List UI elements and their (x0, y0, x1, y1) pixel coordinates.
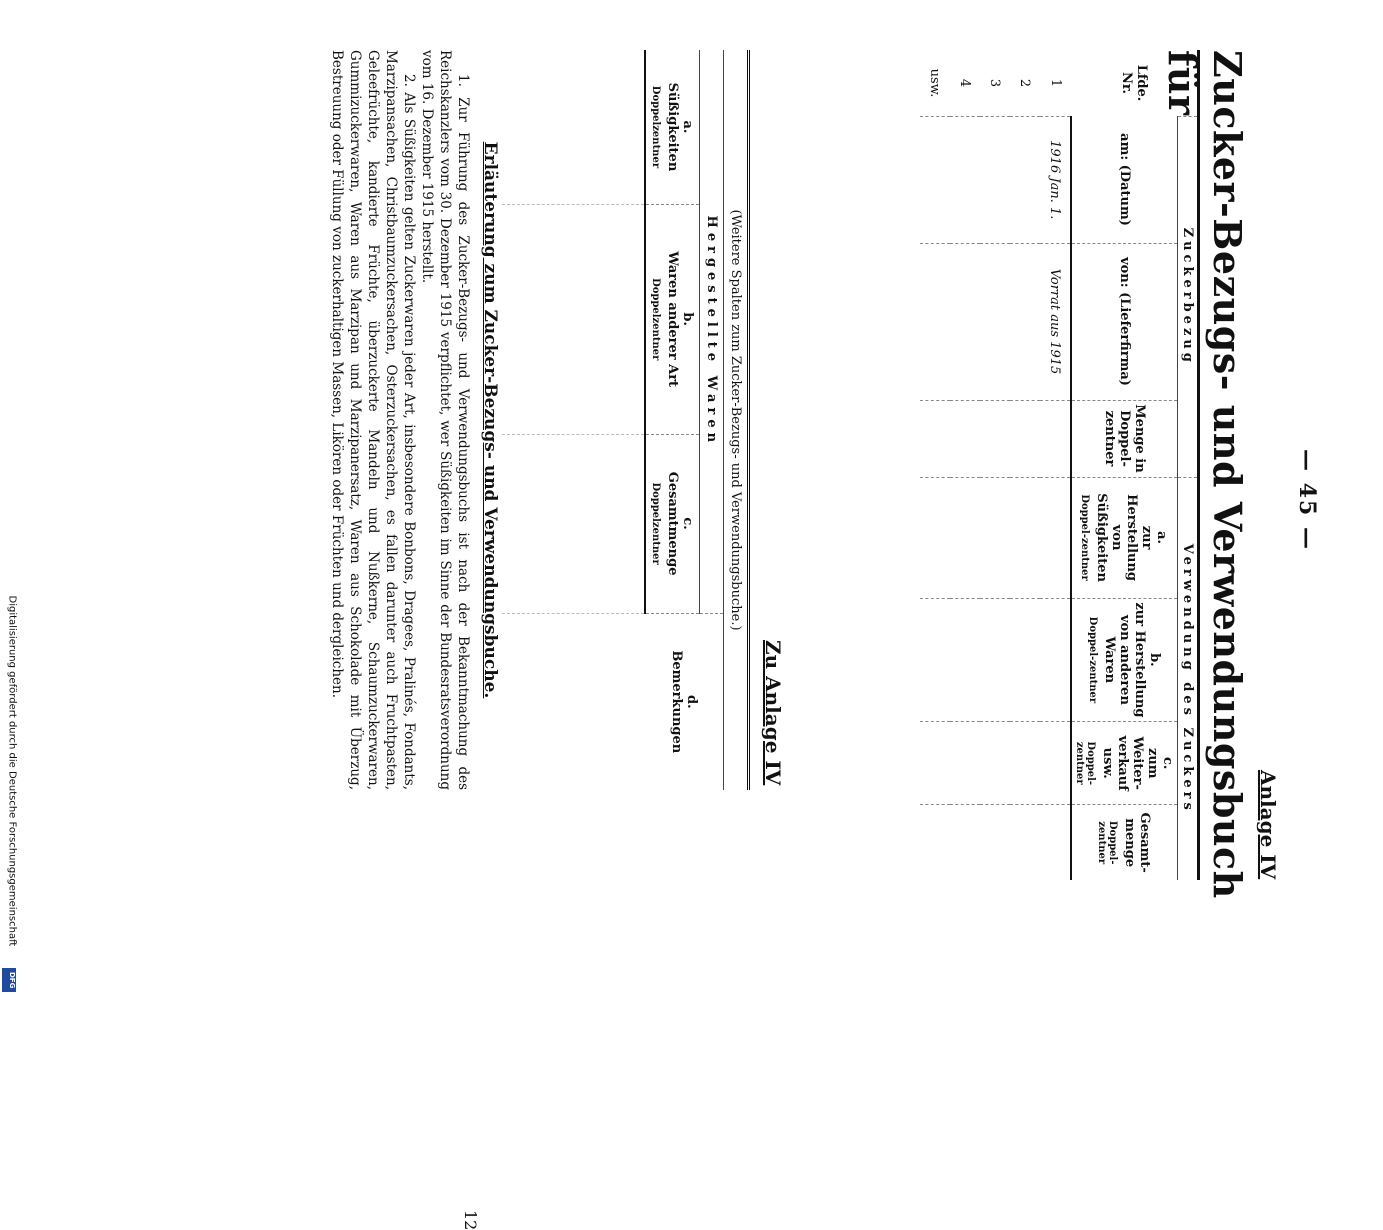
col-von: von: (Lieferfirma) (1071, 243, 1178, 400)
rotated-content (180, 50, 1320, 1230)
col-am: am: (Datum) (1071, 117, 1178, 244)
waren-table (502, 50, 750, 790)
col-menge: Menge in Doppel-zentner (1071, 400, 1178, 477)
table-row: 1 1916 Jan. 1. Vorrat aus 1915 (1040, 50, 1071, 880)
col-a: a. zur Herstellung von Süßigkeiten Doppel-zentner (1071, 477, 1178, 598)
col-d: d. Bemerkungen (645, 613, 724, 790)
page-title: Zucker-Bezugs- und Verwendungsbuch für (1160, 50, 1250, 899)
col-c: c. zum Weiter-verkauf usw. Doppel-zentner (1071, 722, 1178, 805)
zucker-table (920, 50, 1200, 880)
explanation-paragraph: 2. Als Süßigkeiten gelten Zuckerwaren jeder Art, insbesondere Bonbons, Dragees, Pralinés, Fondants, Marzipansachen, Christbaumzuckersachen, Osterzuckersachen, es fallen darunter auch Fruchtpasten, Geleefrüchte, kandierte Früchte, überzuckerte Mandeln und Nußkerne, Schaumzuckerwaren, Gummizuckerwaren, Waren aus Marzipan und Marzipanersatz, Waren aus Schokolade mit Überzug, Bestreuung oder Füllung von zuckerhaltigen Massen, Likören oder Früchten und dergleichen. (329, 50, 417, 790)
table2-subtitle: (Weitere Spalten zum Zucker-Bezugs- und Verwendungsbuche.) (724, 50, 749, 790)
entry-date: 1916 Jan. 1. (1040, 117, 1071, 244)
col-nr: Lfde. Nr. (1071, 50, 1199, 117)
group-hergestellt: Hergestellte Waren (700, 50, 724, 613)
explanation-paragraph: 1. Zur Führung des Zucker-Bezugs- und Verwendungsbuchs ist nach der Bekanntmachung des Reichskanzlers vom 30. Dezember 1915 verpflichtet, wer Süßigkeiten im Sinne der Bundesratsverordnung vom 16. Dezember 1915 herstellt. (419, 50, 471, 790)
entry-from: Vorrat aus 1915 (1040, 243, 1071, 400)
page-number-footer: 12 (461, 1210, 480, 1230)
table-row: usw. (920, 50, 950, 880)
dfg-logo: DFG (2, 968, 16, 992)
group-bezug: Zuckerbezug (1178, 117, 1199, 478)
side-note: Digitalisierung gefördert durch die Deutsche Forschungsgemeinschaft (6, 595, 18, 947)
col2-c: c. Gesamtmenge Doppelzentner (645, 434, 700, 613)
col-gesamt: Gesamt-menge Doppel-zentner (1071, 805, 1178, 880)
table-row: 2 (1010, 50, 1040, 880)
explanation-title: Erläuterung zum Zucker-Bezugs- und Verwendungsbuche. (480, 141, 500, 699)
col2-a: a. Süßigkeiten Doppelzentner (645, 50, 700, 204)
table-row: 4 (950, 50, 980, 880)
table-row: 3 (980, 50, 1010, 880)
explanation-text (328, 50, 472, 790)
group-verwendung: Verwendung des Zuckers (1178, 477, 1199, 880)
anlage-label: Anlage IV (1256, 770, 1280, 880)
col-b: b. zur Herstellung von anderen Waren Doppel-zentner (1071, 598, 1178, 721)
page-number-header: — 45 — (1294, 449, 1320, 551)
zu-anlage-label: Zu Anlage IV (761, 640, 785, 786)
col2-b: b. Waren anderer Art Doppelzentner (645, 204, 700, 434)
